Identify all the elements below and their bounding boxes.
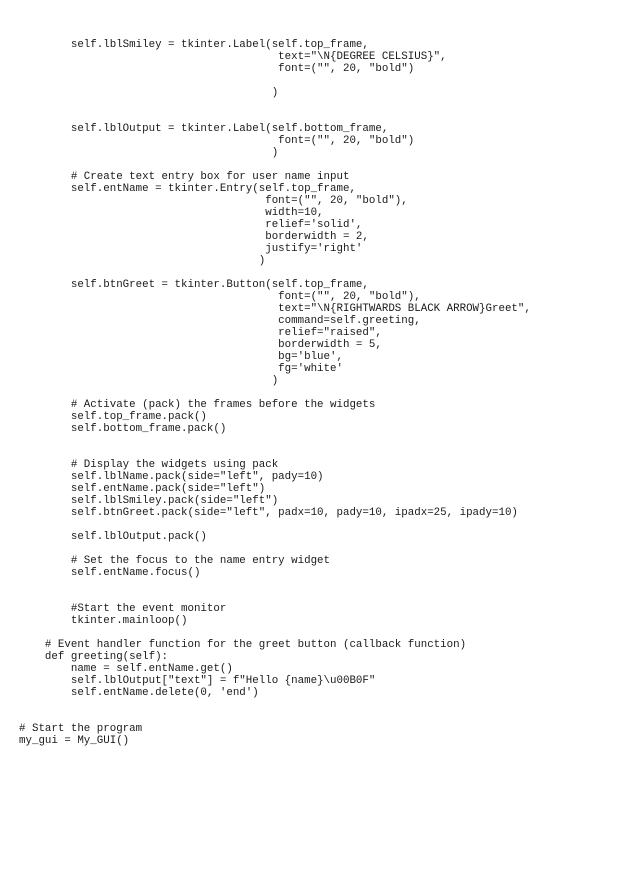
code-line: # Set the focus to the name entry widget [19,555,331,567]
code-line [19,627,619,639]
code-line: ) [19,147,279,159]
code-line [19,435,619,447]
code-line: bg='blue', [19,351,343,363]
code-line: font=("", 20, "bold"), [19,291,421,303]
code-line: self.lblOutput.pack() [19,531,207,543]
code-line [19,75,619,87]
code-line: borderwidth = 2, [19,231,369,243]
code-line: justify='right' [19,243,363,255]
code-line: self.lblOutput["text"] = f"Hello {name}\u00B0F" [19,675,376,687]
code-line: self.lblOutput = tkinter.Label(self.bottom_frame, [19,123,389,135]
code-line: self.entName.delete(0, 'end') [19,687,259,699]
code-line: self.btnGreet = tkinter.Button(self.top_frame, [19,279,369,291]
code-line: fg='white' [19,363,343,375]
code-line: # Create text entry box for user name input [19,171,350,183]
code-line: width=10, [19,207,324,219]
code-line: self.lblName.pack(side="left", pady=10) [19,471,324,483]
code-listing [19,39,619,747]
code-line: ) [19,375,279,387]
code-line [19,159,619,171]
code-line [19,579,619,591]
code-line [19,711,619,723]
code-line: ) [19,87,279,99]
code-line: tkinter.mainloop() [19,615,188,627]
code-line: my_gui = My_GUI() [19,735,130,747]
code-line [19,447,619,459]
code-line: command=self.greeting, [19,315,421,327]
code-line [19,543,619,555]
code-line: def greeting(self): [19,651,169,663]
code-line: text="\N{DEGREE CELSIUS}", [19,51,447,63]
code-line: ) [19,255,266,267]
code-line: font=("", 20, "bold") [19,135,415,147]
code-line [19,591,619,603]
code-line: # Display the widgets using pack [19,459,279,471]
code-line: self.top_frame.pack() [19,411,207,423]
code-line: self.lblSmiley.pack(side="left") [19,495,279,507]
code-line: self.entName = tkinter.Entry(self.top_frame, [19,183,356,195]
code-line: # Start the program [19,723,143,735]
code-line: text="\N{RIGHTWARDS BLACK ARROW}Greet", [19,303,531,315]
code-line [19,267,619,279]
code-line: relief="raised", [19,327,382,339]
code-line: self.btnGreet.pack(side="left", padx=10, pady=10, ipadx=25, ipady=10) [19,507,518,519]
code-line [19,99,619,111]
code-line: self.lblSmiley = tkinter.Label(self.top_frame, [19,39,369,51]
code-line: font=("", 20, "bold") [19,63,415,75]
code-line: #Start the event monitor [19,603,227,615]
code-line: self.entName.pack(side="left") [19,483,266,495]
code-line [19,699,619,711]
code-line: font=("", 20, "bold"), [19,195,408,207]
code-line: relief='solid', [19,219,363,231]
code-line: # Activate (pack) the frames before the widgets [19,399,376,411]
code-line: self.entName.focus() [19,567,201,579]
code-line [19,111,619,123]
code-line: borderwidth = 5, [19,339,382,351]
code-line: self.bottom_frame.pack() [19,423,227,435]
code-line [19,387,619,399]
code-line [19,519,619,531]
code-line: name = self.entName.get() [19,663,233,675]
code-line: # Event handler function for the greet button (callback function) [19,639,467,651]
